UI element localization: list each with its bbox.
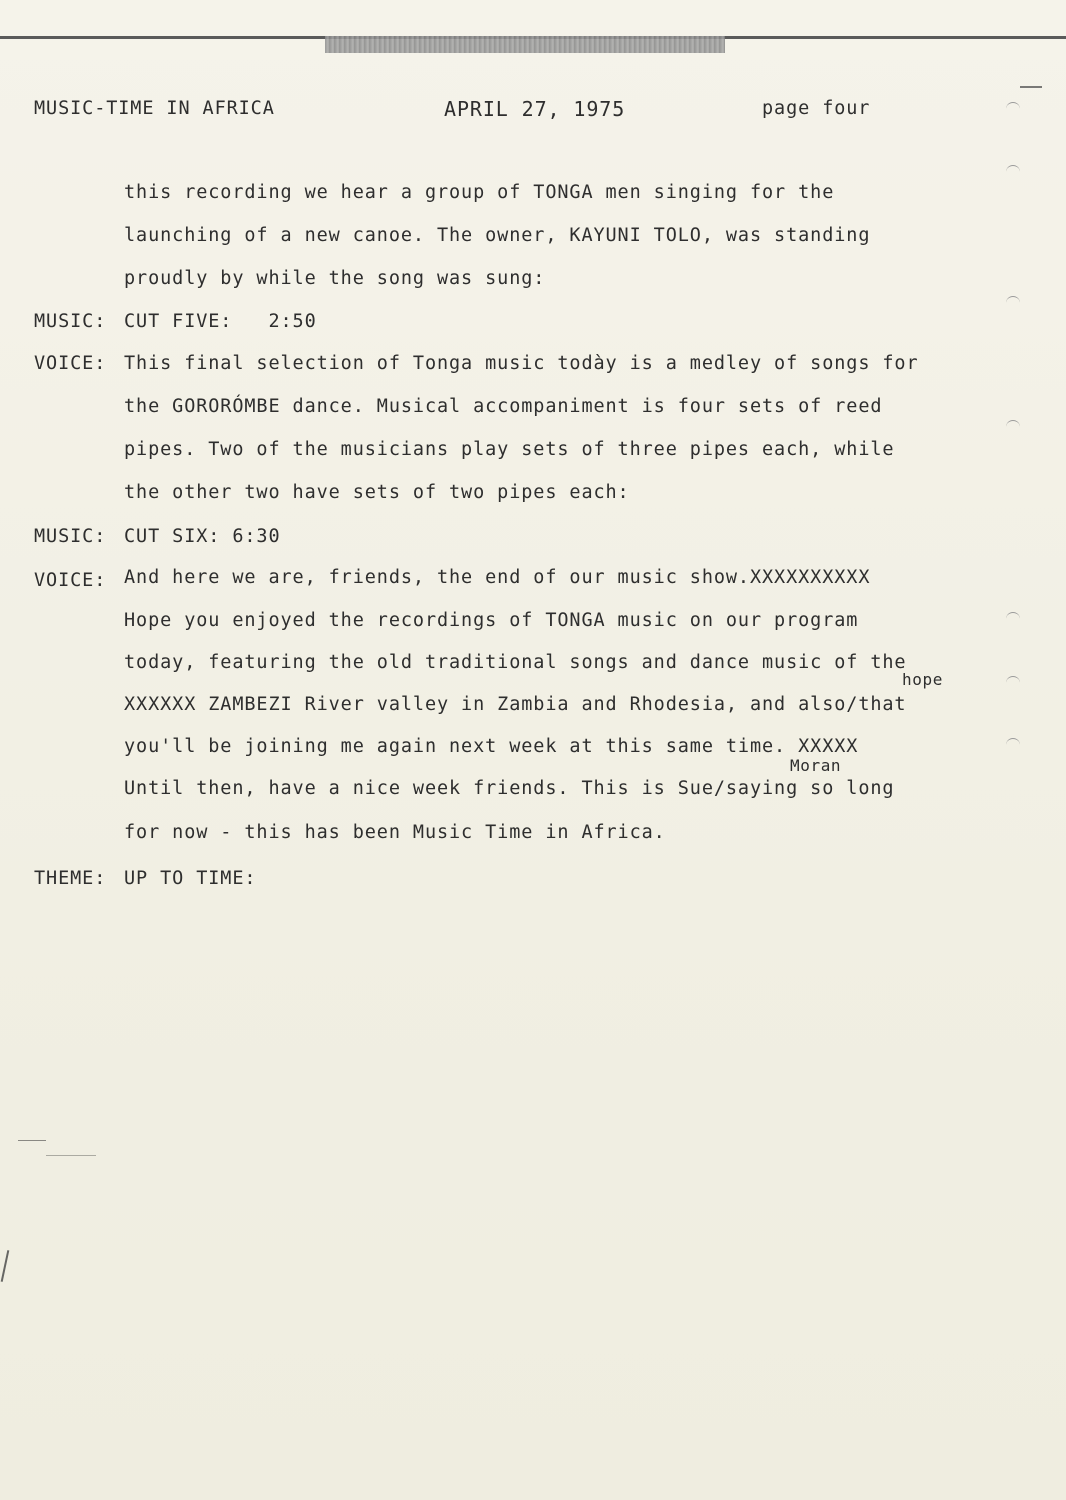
header-program: MUSIC-TIME IN AFRICA bbox=[34, 98, 275, 119]
voice2-line-2: Hope you enjoyed the recordings of TONGA music on our program bbox=[124, 610, 859, 631]
handwritten-insert-hope: hope bbox=[902, 670, 943, 689]
margin-stroke bbox=[1, 1250, 10, 1282]
music-cue-1: CUT FIVE: 2:50 bbox=[124, 311, 317, 332]
margin-mark bbox=[1006, 676, 1020, 685]
voice1-line-4: the other two have sets of two pipes each: bbox=[124, 482, 630, 503]
voice1-line-3: pipes. Two of the musicians play sets of three pipes each, while bbox=[124, 439, 895, 460]
intro-line-1: this recording we hear a group of TONGA men singing for the bbox=[124, 182, 835, 203]
music-label-2: MUSIC: bbox=[34, 526, 107, 547]
intro-line-3: proudly by while the song was sung: bbox=[124, 268, 546, 289]
voice2-line-1: And here we are, friends, the end of our music show.XXXXXXXXXX bbox=[124, 567, 871, 588]
margin-stroke bbox=[18, 1140, 46, 1141]
top-band bbox=[325, 36, 725, 53]
voice1-line-1: This final selection of Tonga music todày is a medley of songs for bbox=[124, 353, 919, 374]
handwritten-insert-moran: Moran bbox=[790, 756, 842, 775]
theme-label: THEME: bbox=[34, 868, 107, 889]
music-cue-2: CUT SIX: 6:30 bbox=[124, 526, 281, 547]
voice2-line-6: Until then, have a nice week friends. This is Sue/saying so long bbox=[124, 778, 895, 799]
margin-mark bbox=[1006, 420, 1020, 429]
voice2-line-5: you'll be joining me again next week at this same time. XXXXX bbox=[124, 736, 859, 757]
theme-cue: UP TO TIME: bbox=[124, 868, 257, 889]
header-date: APRIL 27, 1975 bbox=[444, 97, 626, 121]
voice-label-1: VOICE: bbox=[34, 353, 107, 374]
intro-line-2: launching of a new canoe. The owner, KAYUNI TOLO, was standing bbox=[124, 225, 871, 246]
voice2-line-4: XXXXXX ZAMBEZI River valley in Zambia and Rhodesia, and also/that bbox=[124, 694, 907, 715]
margin-stroke bbox=[46, 1155, 96, 1156]
margin-stroke bbox=[1020, 86, 1042, 88]
voice2-line-3: today, featuring the old traditional songs and dance music of the bbox=[124, 652, 907, 673]
music-label-1: MUSIC: bbox=[34, 311, 107, 332]
voice2-line-7: for now - this has been Music Time in Africa. bbox=[124, 822, 666, 843]
margin-mark bbox=[1006, 102, 1020, 111]
margin-mark bbox=[1006, 296, 1020, 305]
voice1-line-2: the GORORÓMBE dance. Musical accompaniment is four sets of reed bbox=[124, 396, 883, 417]
header-page: page four bbox=[762, 98, 871, 119]
margin-mark bbox=[1006, 612, 1020, 621]
margin-mark bbox=[1006, 738, 1020, 747]
voice-label-2: VOICE: bbox=[34, 570, 107, 591]
margin-mark bbox=[1006, 165, 1020, 174]
